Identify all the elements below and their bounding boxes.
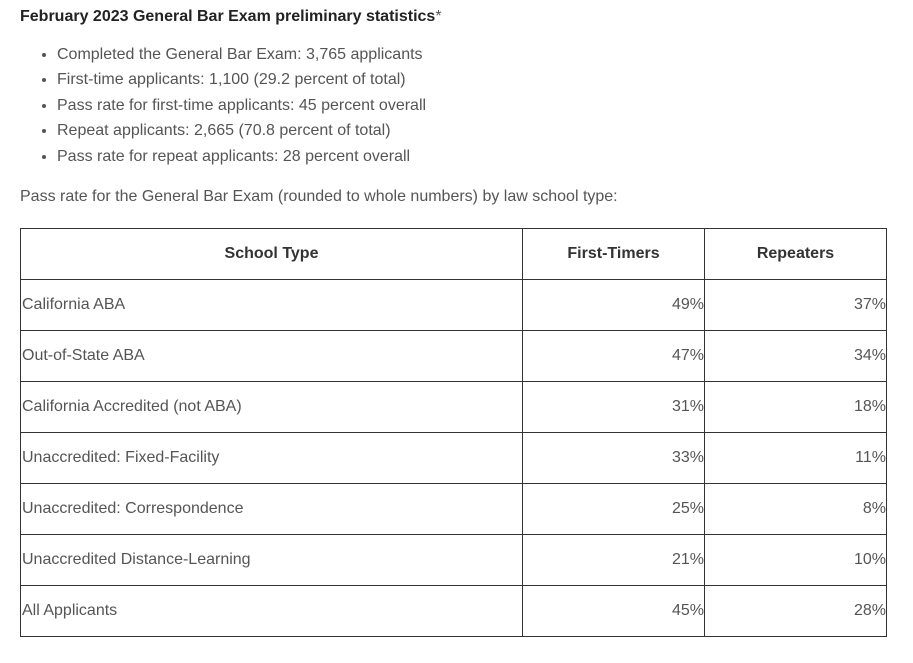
table-row xyxy=(21,586,887,637)
first-timers-cell: 25% xyxy=(523,484,705,535)
repeaters-cell: 28% xyxy=(705,586,887,637)
school-type-cell: Out-of-State ABA xyxy=(21,331,523,382)
stats-list xyxy=(20,42,913,169)
school-type-cell: Unaccredited: Fixed-Facility xyxy=(21,433,523,484)
school-type-cell: California ABA xyxy=(21,280,523,331)
header-first-timers: First-Timers xyxy=(523,229,705,280)
table-row xyxy=(21,535,887,586)
first-timers-cell: 49% xyxy=(523,280,705,331)
page-content xyxy=(0,0,913,208)
table-row xyxy=(21,433,887,484)
school-type-cell: California Accredited (not ABA) xyxy=(21,382,523,433)
school-type-cell: All Applicants xyxy=(21,586,523,637)
first-timers-cell: 47% xyxy=(523,331,705,382)
school-type-cell: Unaccredited: Correspondence xyxy=(21,484,523,535)
footnote-mark: * xyxy=(435,8,442,25)
repeaters-cell: 18% xyxy=(705,382,887,433)
page-title-text: February 2023 General Bar Exam preliminary statistics xyxy=(20,8,436,25)
pass-rate-table xyxy=(20,228,887,637)
list-item: • Pass rate for first-time applicants: 45 percent overall xyxy=(57,93,913,118)
table-intro: Pass rate for the General Bar Exam (rounded to whole numbers) by law school type: xyxy=(20,188,618,206)
header-repeaters: Repeaters xyxy=(705,229,887,280)
first-timers-cell: 31% xyxy=(523,382,705,433)
school-type-cell: Unaccredited Distance-Learning xyxy=(21,535,523,586)
list-item: • Pass rate for repeat applicants: 28 percent overall xyxy=(57,144,913,169)
table-row xyxy=(21,331,887,382)
header-school-type: School Type xyxy=(21,229,523,280)
table-row xyxy=(21,484,887,535)
repeaters-cell: 8% xyxy=(705,484,887,535)
repeaters-cell: 10% xyxy=(705,535,887,586)
first-timers-cell: 45% xyxy=(523,586,705,637)
table-row xyxy=(21,280,887,331)
list-item: • First-time applicants: 1,100 (29.2 percent of total) xyxy=(57,67,913,92)
table-header-row xyxy=(21,229,887,280)
list-item: • Completed the General Bar Exam: 3,765 applicants xyxy=(57,42,913,67)
repeaters-cell: 34% xyxy=(705,331,887,382)
table-row xyxy=(21,382,887,433)
first-timers-cell: 33% xyxy=(523,433,705,484)
repeaters-cell: 11% xyxy=(705,433,887,484)
first-timers-cell: 21% xyxy=(523,535,705,586)
repeaters-cell: 37% xyxy=(705,280,887,331)
page-title xyxy=(20,6,913,28)
list-item: • Repeat applicants: 2,665 (70.8 percent of total) xyxy=(57,118,913,143)
